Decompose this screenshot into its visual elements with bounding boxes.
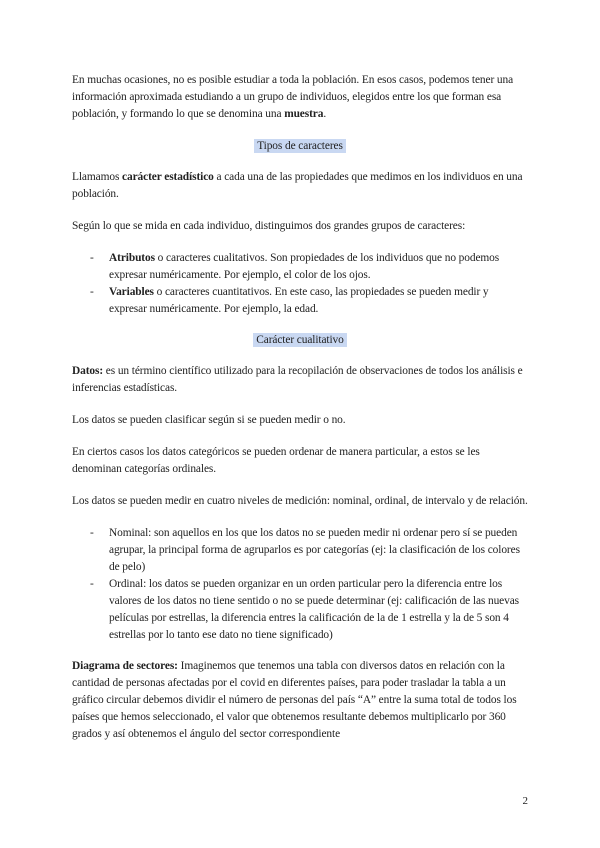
- intro-bold-term: muestra: [284, 108, 324, 120]
- section-heading-cualitativo: [72, 332, 528, 349]
- dash-marker: -: [90, 578, 94, 590]
- intro-text: En muchas ocasiones, no es posible estudiar a toda la población. En esos casos, podemos tener una información aproximada estudiando a un grupo de individuos, elegidos entre los que forman esa población, y formando lo que se denomina una: [72, 74, 514, 120]
- categorical-paragraph: En ciertos casos los datos categóricos se pueden ordenar de manera particular, a estos se les denominan categorías ordinales.: [72, 446, 480, 475]
- page-number: 2: [522, 795, 528, 807]
- datos-text: es un término científico utilizado para la recopilación de observaciones de todos los análisis e inferencias estadísticas.: [72, 365, 523, 394]
- datos-bold-term: Datos:: [72, 365, 104, 377]
- list-item-bold: Atributos: [109, 252, 155, 264]
- list-item-text: Nominal: son aquellos en los que los datos no se pueden medir ni ordenar pero sí se pueden agrupar, la principal forma de agruparlos es por categorías (ej: la clasificación de los colores de pelo): [109, 527, 520, 573]
- pie-chart-paragraph: [72, 658, 528, 743]
- list-item-text: o caracteres cuantitativos. En este caso, las propiedades se pueden medir y expresar numéricamente. Por ejemplo, la edad.: [109, 286, 489, 315]
- definition-post: a cada una de las propiedades que medimos en los individuos en una población.: [72, 171, 523, 200]
- list-item: [72, 576, 528, 644]
- list-item-text: Ordinal: los datos se pueden organizar en un orden particular pero la diferencia entre los valores de los datos no tiene sentido o no se puede determinar (ej: calificación de las nuevas películas por estrellas, la diferencia entres la calificación de la de 1 estrella y la de 5 son 4 estrellas por lo tanto ese dato no tiene significado): [109, 578, 520, 641]
- intro-end: .: [323, 108, 327, 120]
- definition-paragraph: [72, 169, 528, 203]
- dash-marker: -: [90, 286, 94, 298]
- list-item: [72, 525, 528, 576]
- classify-paragraph: Los datos se pueden clasificar según si se pueden medir o no.: [72, 414, 346, 426]
- intro-paragraph: [72, 72, 528, 123]
- definition-bold-term: carácter estadístico: [122, 171, 214, 183]
- list-item: [72, 284, 528, 318]
- list-item: [72, 250, 528, 284]
- measurement-levels-list: [72, 525, 528, 644]
- pie-chart-bold-term: Diagrama de sectores:: [72, 660, 178, 672]
- pie-chart-text: Imaginemos que tenemos una tabla con diversos datos en relación con la cantidad de personas afectadas por el covid en diferentes países, para poder trasladar la tabla a un gráfico circular debemos dividir el número de personas del país “A” entre la suma total de todos los países que hemos seleccionado, el valor que obtenemos resultante debemos multiplicarlo por 360 grados y así obtenemos el ángulo del sector correspondiente: [72, 660, 517, 740]
- section-heading-tipos: [72, 138, 528, 155]
- dash-marker: -: [90, 527, 94, 539]
- page-content: [72, 72, 528, 758]
- character-types-list: [72, 250, 528, 318]
- groups-paragraph: Según lo que se mida en cada individuo, distinguimos dos grandes grupos de caracteres:: [72, 220, 466, 232]
- definition-pre: Llamamos: [72, 171, 123, 183]
- datos-paragraph: [72, 363, 528, 397]
- section-heading-text: Carácter cualitativo: [253, 333, 347, 347]
- section-heading-text: Tipos de caracteres: [254, 139, 346, 153]
- levels-paragraph: Los datos se pueden medir en cuatro niveles de medición: nominal, ordinal, de intervalo y de relación.: [72, 495, 528, 507]
- list-item-text: o caracteres cualitativos. Son propiedades de los individuos que no podemos expresar numéricamente. Por ejemplo, el color de los ojos.: [109, 252, 500, 281]
- dash-marker: -: [90, 252, 94, 264]
- list-item-bold: Variables: [109, 286, 154, 298]
